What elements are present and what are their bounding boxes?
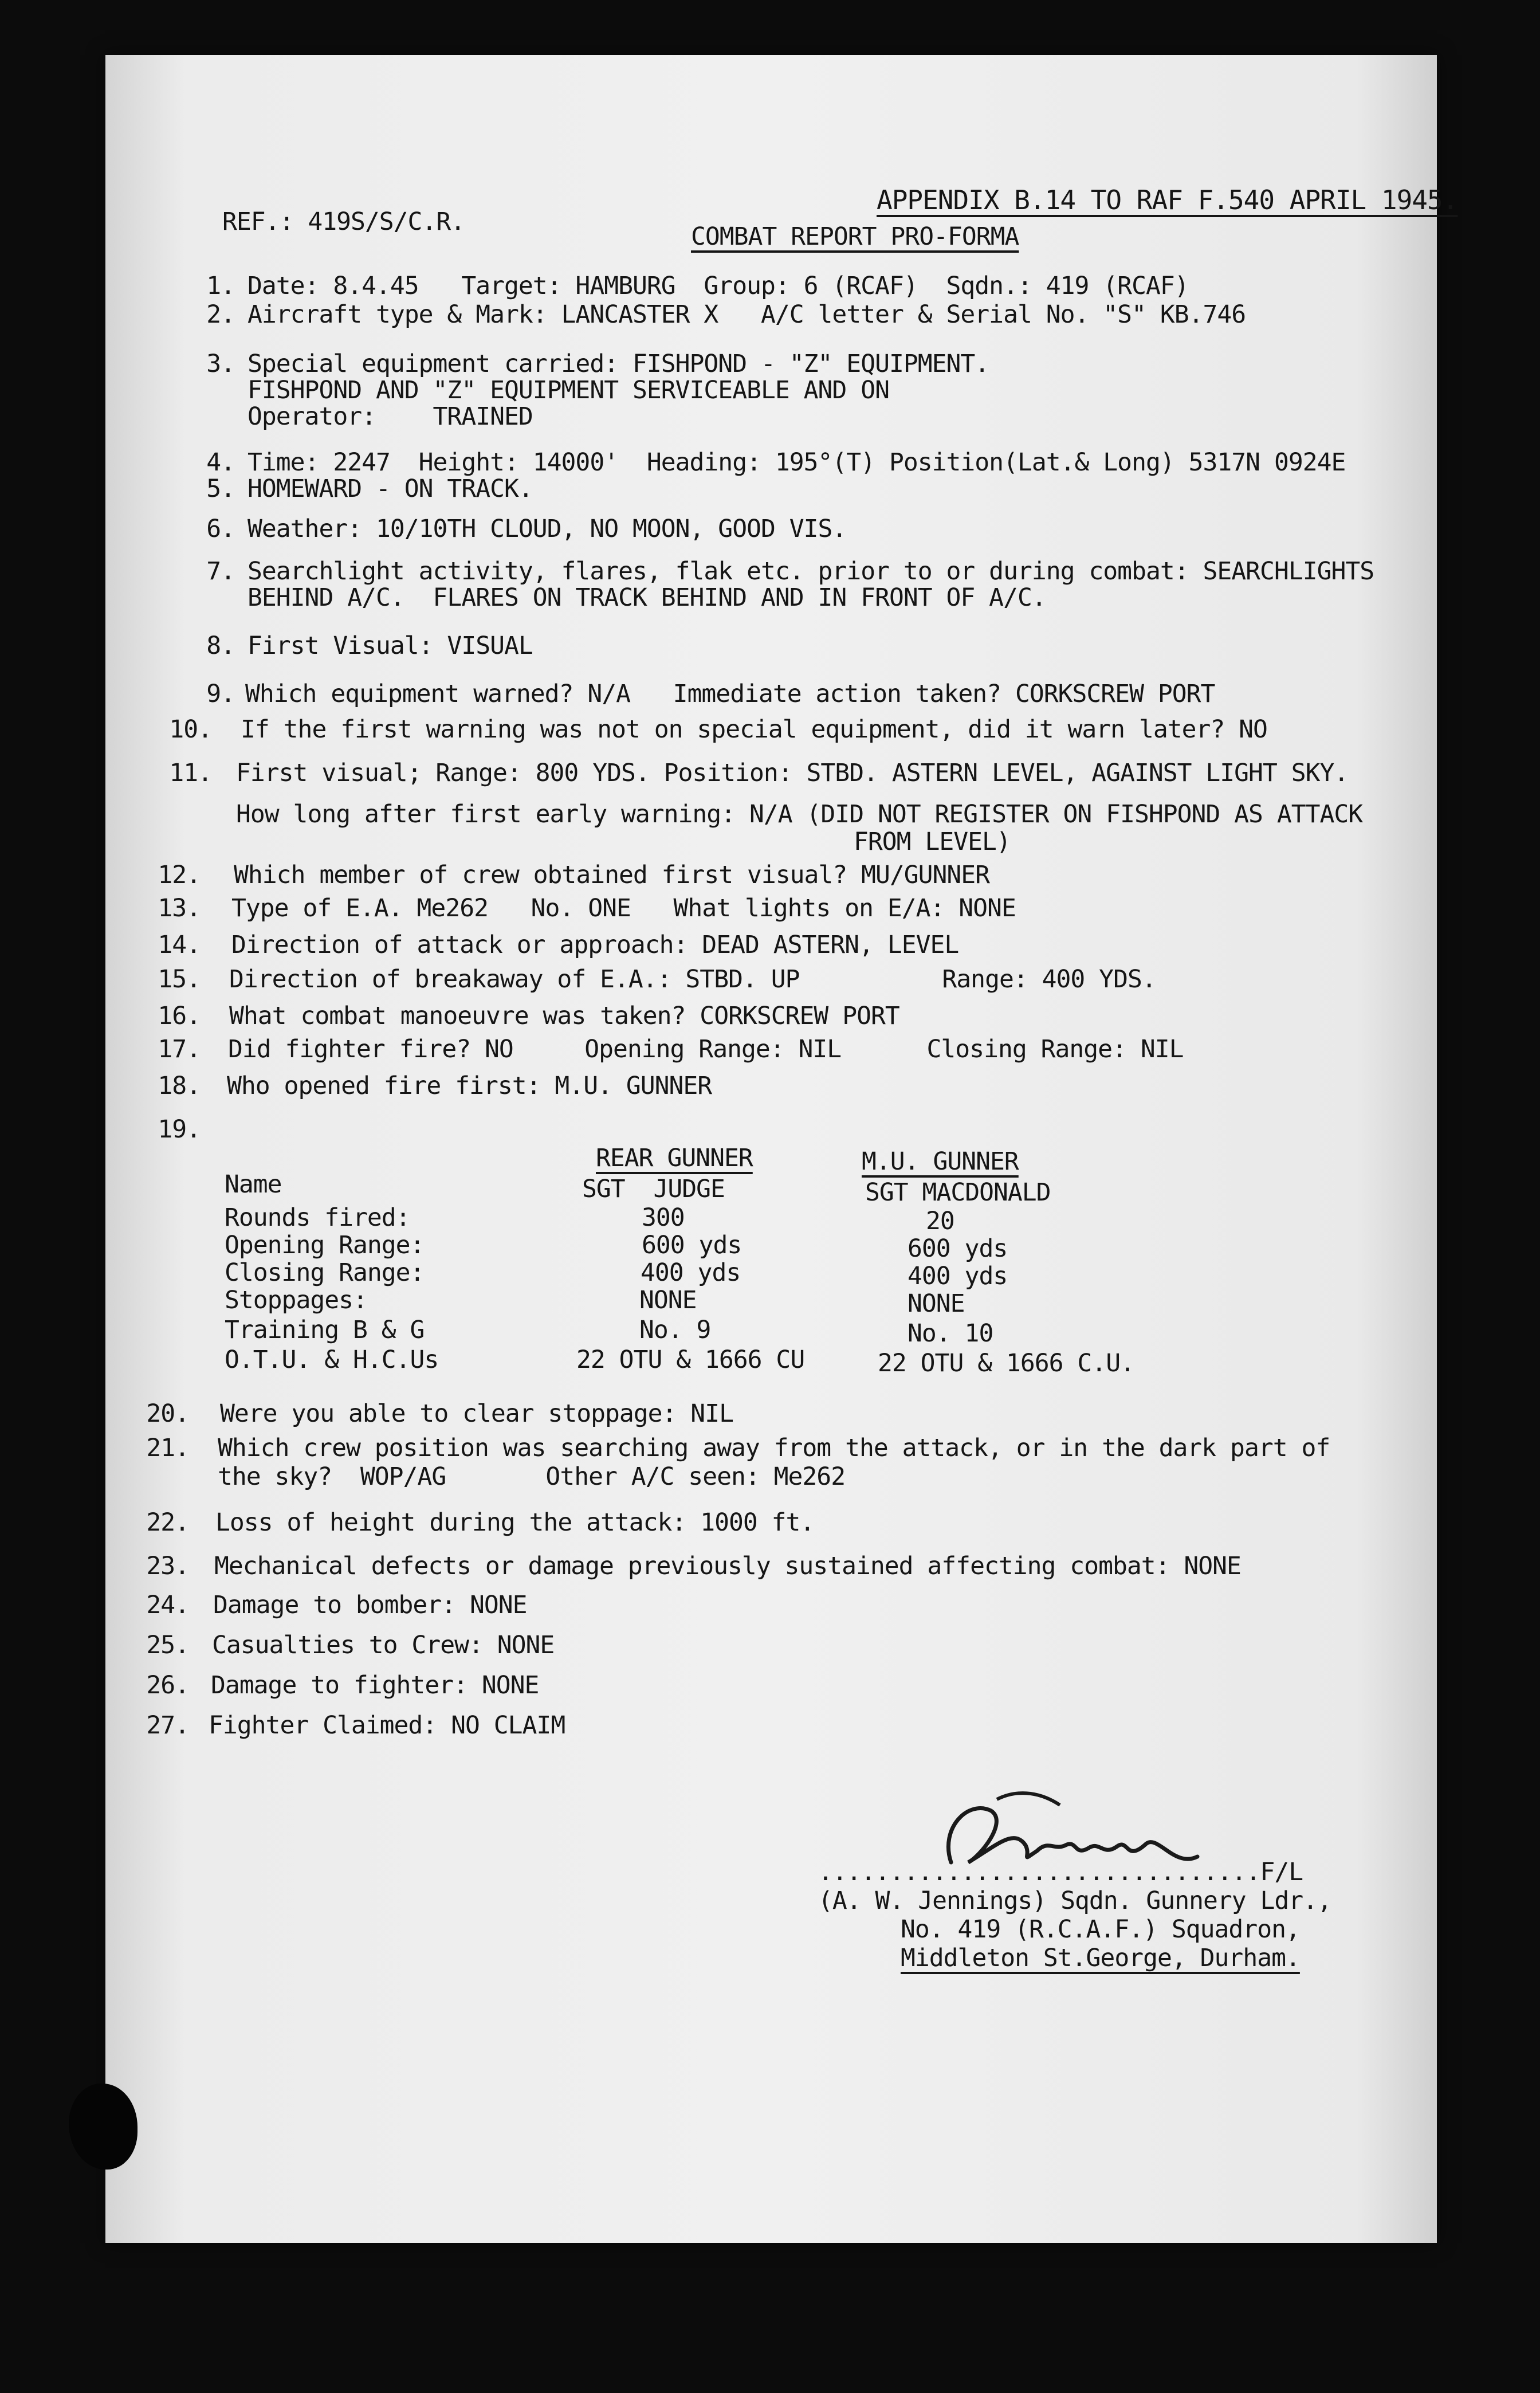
- gunner-row-label: Rounds fired:: [225, 1203, 410, 1232]
- rear-gunner-value: 400 yds: [641, 1258, 741, 1287]
- item-text: Type of E.A. Me262 No. ONE What lights on E/A: NONE: [231, 894, 1016, 923]
- item-text: the sky? WOP/AG Other A/C seen: Me262: [218, 1462, 846, 1491]
- item-number: 9.: [206, 680, 235, 708]
- item-text: Which member of crew obtained first visual? MU/GUNNER: [234, 861, 990, 889]
- item-number: 19.: [158, 1115, 201, 1144]
- mu-gunner-value: NONE: [907, 1289, 965, 1318]
- rear-gunner-value: 600 yds: [642, 1231, 742, 1260]
- item-text: BEHIND A/C. FLARES ON TRACK BEHIND AND IN FRONT OF A/C.: [247, 583, 1046, 612]
- item-number: 21.: [146, 1434, 189, 1462]
- item-text: Time: 2247 Height: 14000' Heading: 195°(T) Position(Lat.& Long) 5317N 0924E: [247, 448, 1346, 477]
- signatory-name: (A. W. Jennings) Sqdn. Gunnery Ldr.,: [818, 1886, 1331, 1915]
- item-number: 4.: [206, 448, 235, 477]
- item-number: 3.: [206, 350, 235, 378]
- item-text: Damage to fighter: NONE: [211, 1671, 539, 1700]
- item-number: 7.: [206, 557, 235, 586]
- rear-gunner-value: 300: [642, 1203, 685, 1232]
- item-number: 15.: [158, 965, 201, 994]
- item-text: Did fighter fire? NO Opening Range: NIL Closing Range: NIL: [228, 1035, 1184, 1064]
- appendix-heading: APPENDIX B.14 TO RAF F.540 APRIL 1945.: [877, 185, 1458, 215]
- item-text: Operator: TRAINED: [247, 402, 533, 431]
- gunner-row-label: Closing Range:: [225, 1258, 425, 1287]
- mu-gunner-value: 400 yds: [907, 1262, 1008, 1290]
- item-number: 17.: [158, 1035, 201, 1064]
- item-text: First Visual: VISUAL: [247, 631, 533, 660]
- item-number: 23.: [146, 1552, 189, 1580]
- item-text: Aircraft type & Mark: LANCASTER X A/C letter & Serial No. "S" KB.746: [247, 300, 1246, 329]
- item-number: 22.: [146, 1508, 189, 1537]
- item-number: 1.: [206, 272, 235, 300]
- signature-line: ...............................F/L: [818, 1858, 1303, 1886]
- column-header-rear-gunner: REAR GUNNER: [596, 1144, 753, 1172]
- item-text: Damage to bomber: NONE: [213, 1591, 527, 1619]
- item-text: Casualties to Crew: NONE: [212, 1631, 555, 1660]
- mu-gunner-value: 22 OTU & 1666 C.U.: [878, 1349, 1134, 1378]
- squadron: No. 419 (R.C.A.F.) Squadron,: [901, 1915, 1300, 1944]
- item-text: Direction of attack or approach: DEAD ASTERN, LEVEL: [231, 931, 959, 959]
- mu-gunner-value: 600 yds: [907, 1234, 1008, 1263]
- item-number: 27.: [146, 1711, 189, 1740]
- item-text: Which crew position was searching away from the attack, or in the dark part of: [218, 1434, 1330, 1462]
- item-number: 13.: [158, 894, 201, 923]
- item-number: 18.: [158, 1072, 201, 1100]
- gunner-row-label: O.T.U. & H.C.Us: [225, 1345, 439, 1374]
- mu-gunner-value: No. 10: [907, 1319, 993, 1348]
- item-number: 25.: [146, 1631, 189, 1660]
- item-text: FISHPOND AND "Z" EQUIPMENT SERVICEABLE AND ON: [247, 376, 889, 405]
- item-text: Loss of height during the attack: 1000 ft.: [215, 1508, 815, 1537]
- item-number: 10.: [169, 715, 212, 744]
- item-text: First visual; Range: 800 YDS. Position: STBD. ASTERN LEVEL, AGAINST LIGHT SKY.: [236, 759, 1349, 787]
- item-text: Searchlight activity, flares, flak etc. prior to or during combat: SEARCHLIGHTS: [247, 557, 1374, 586]
- item-text: Direction of breakaway of E.A.: STBD. UP Range: 400 YDS.: [229, 965, 1156, 994]
- item-text: Date: 8.4.45 Target: HAMBURG Group: 6 (RCAF) Sqdn.: 419 (RCAF): [247, 272, 1189, 300]
- item-number: 20.: [146, 1399, 189, 1428]
- page-title: COMBAT REPORT PRO-FORMA: [691, 222, 1019, 251]
- item-text: If the first warning was not on special equipment, did it warn later? NO: [241, 715, 1267, 744]
- item-text: Who opened fire first: M.U. GUNNER: [227, 1072, 712, 1100]
- item-number: 24.: [146, 1591, 189, 1619]
- item-number: 16.: [158, 1002, 201, 1030]
- item-text: What combat manoeuvre was taken? CORKSCREW PORT: [229, 1002, 899, 1030]
- item-text: Special equipment carried: FISHPOND - "Z" EQUIPMENT.: [247, 350, 989, 378]
- rear-gunner-value: 22 OTU & 1666 CU: [576, 1345, 805, 1374]
- item-number: 12.: [158, 861, 201, 889]
- gunner-row-label: Opening Range:: [225, 1231, 425, 1260]
- gunner-row-label: Stoppages:: [225, 1286, 367, 1315]
- column-header-mu-gunner: M.U. GUNNER: [862, 1147, 1019, 1176]
- item-number: 6.: [206, 515, 235, 543]
- item-text: Fighter Claimed: NO CLAIM: [209, 1711, 565, 1740]
- rear-gunner-value: NONE: [639, 1286, 697, 1315]
- item-number: 5.: [206, 474, 235, 503]
- item-text: Were you able to clear stoppage: NIL: [220, 1399, 733, 1428]
- station-location: Middleton St.George, Durham.: [901, 1944, 1300, 1972]
- item-text: FROM LEVEL): [854, 827, 1011, 856]
- gunner-row-label: Name: [225, 1170, 282, 1199]
- reference-number: REF.: 419S/S/C.R.: [222, 207, 465, 236]
- item-number: 8.: [206, 631, 235, 660]
- rear-gunner-value: SGT JUDGE: [582, 1175, 725, 1203]
- mu-gunner-value: 20: [926, 1207, 954, 1235]
- item-number: 26.: [146, 1671, 189, 1700]
- mu-gunner-value: SGT MACDONALD: [865, 1178, 1051, 1207]
- item-number: 11.: [169, 759, 212, 787]
- item-number: 2.: [206, 300, 235, 329]
- item-number: 14.: [158, 931, 201, 959]
- item-text: Which equipment warned? N/A Immediate action taken? CORKSCREW PORT: [245, 680, 1215, 708]
- gunner-row-label: Training B & G: [225, 1316, 425, 1344]
- item-text: HOMEWARD - ON TRACK.: [247, 474, 533, 503]
- item-text: Weather: 10/10TH CLOUD, NO MOON, GOOD VIS.: [247, 515, 847, 543]
- item-text: How long after first early warning: N/A (DID NOT REGISTER ON FISHPOND AS ATTACK: [236, 800, 1363, 829]
- rear-gunner-value: No. 9: [639, 1316, 711, 1344]
- item-text: Mechanical defects or damage previously sustained affecting combat: NONE: [214, 1552, 1241, 1580]
